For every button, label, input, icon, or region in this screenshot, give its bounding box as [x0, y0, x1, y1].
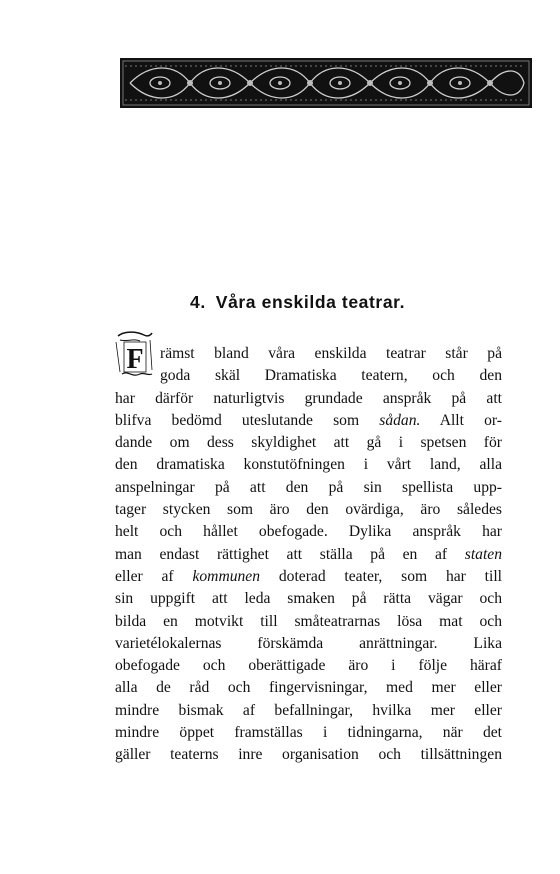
headpiece-ornament	[120, 58, 532, 108]
text-line: den dramatiska konstutöfningen i vårt land, alla	[115, 456, 502, 474]
text-line: gäller teaterns inre organisation och tillsättningen	[115, 746, 502, 764]
drop-cap-letter: F	[126, 344, 144, 375]
text-line: rämst bland våra enskilda teatrar står på	[160, 345, 502, 362]
body-text	[115, 343, 502, 767]
text-line: eller af kommunen doterad teater, som har till	[115, 567, 503, 585]
text-line: varietélokalernas förskämda anrättningar. Lika	[115, 634, 502, 652]
text-line: dande om dess skyldighet att gå i spetsen för	[115, 434, 502, 452]
text-line: anspelningar på att den på sin spellista upp-	[115, 478, 502, 496]
text-line: man endast rättighet att ställa på en af staten	[115, 545, 502, 563]
text-line: obefogade och oberättigade äro i följe häraf	[115, 657, 502, 675]
text-line: helt och hållet obefogade. Dylika anspråk har	[115, 523, 502, 541]
text-line: goda skäl Dramatiska teatern, och den	[160, 367, 502, 385]
text-line: mindre öppet framställas i tidningarna, när det	[115, 724, 502, 742]
text-line: alla de råd och fingervisningar, med mer eller	[115, 679, 502, 697]
text-line: tager stycken som äro den ovärdiga, äro således	[115, 501, 502, 519]
text-line: har därför naturligtvis grundade anspråk på att	[115, 389, 502, 407]
chapter-title: Våra enskilda teatrar.	[215, 292, 406, 312]
chapter-number: 4.	[190, 292, 206, 312]
chapter-heading	[0, 292, 560, 313]
text-line: mindre bismak af befallningar, hvilka mer eller	[115, 701, 502, 719]
text-line: sin uppgift att leda smaken på rätta vägar och	[115, 590, 502, 608]
text-line: bilda en motvikt till småteatrarnas lösa mat och	[115, 612, 502, 630]
text-line: blifva bedömd uteslutande som sådan. Allt or-	[115, 411, 502, 429]
